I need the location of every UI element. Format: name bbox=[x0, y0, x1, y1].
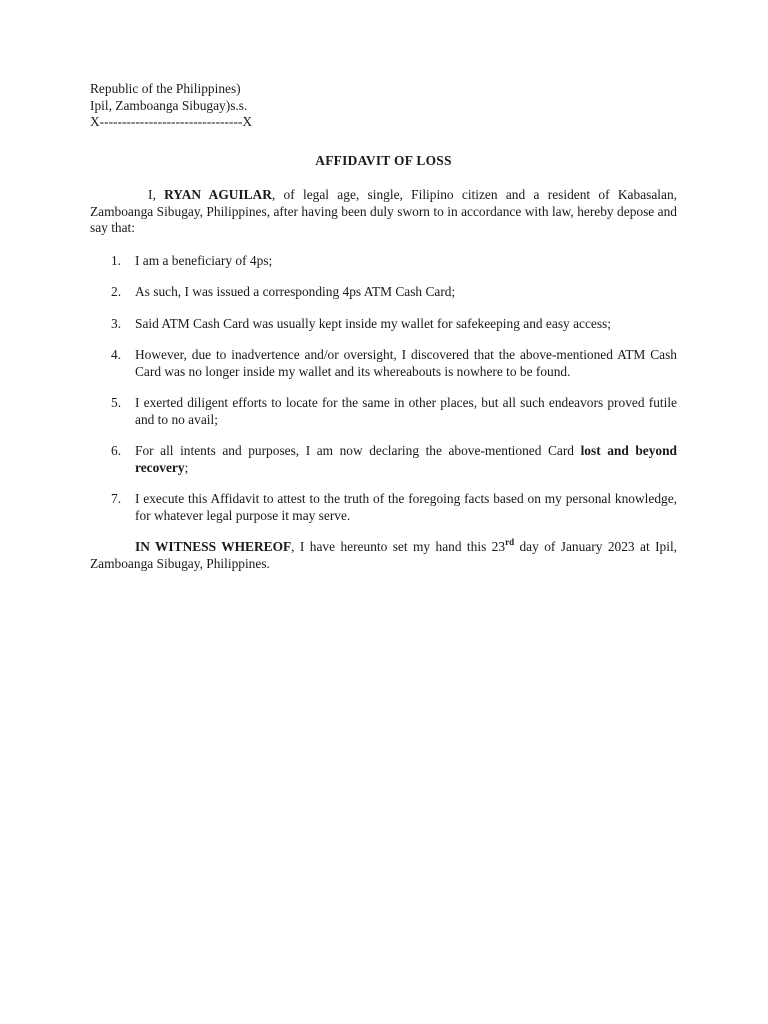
document-title: AFFIDAVIT OF LOSS bbox=[315, 152, 452, 168]
witness-text: , I have hereunto set my hand this 23 bbox=[291, 539, 506, 554]
witness-paragraph bbox=[90, 536, 678, 572]
item-number: 3. bbox=[111, 315, 122, 331]
venue-block bbox=[90, 81, 677, 131]
venue-separator: X--------------------------------X bbox=[90, 114, 253, 129]
item-text: For all intents and purposes, I am now declaring the above-mentioned Card bbox=[135, 443, 581, 458]
item-number: 6. bbox=[111, 443, 122, 458]
affidavit-document bbox=[90, 81, 677, 572]
item-number: 2. bbox=[111, 284, 122, 299]
witness-heading: IN WITNESS WHEREOF bbox=[135, 539, 292, 554]
item-number: 4. bbox=[111, 347, 122, 362]
list-item bbox=[90, 284, 677, 301]
date-ordinal: rd bbox=[505, 536, 515, 547]
item-text: I exerted diligent efforts to locate for the same in other places, but all such endeavors proved futile and to no avail; bbox=[135, 395, 677, 427]
intro-prefix: I, bbox=[148, 187, 165, 202]
item-suffix: ; bbox=[184, 459, 189, 475]
item-number: 1. bbox=[111, 252, 122, 268]
item-number: 5. bbox=[111, 395, 122, 410]
intro-text: , of legal age, single, Filipino citizen and a resident of Kabasalan, Zamboanga Sibugay, Philippines, after having been duly sworn to in accordance with law, hereby depose and say that: bbox=[90, 187, 677, 235]
witness-date-place: day of January 2023 at Ipil, Zamboanga Sibugay, Philippines. bbox=[90, 539, 678, 571]
list-item bbox=[90, 443, 677, 476]
item-text: As such, I was issued a corresponding 4ps ATM Cash Card; bbox=[135, 284, 456, 299]
statement-list bbox=[90, 253, 677, 525]
item-text: I execute this Affidavit to attest to the truth of the foregoing facts based on my personal knowledge, for whatever legal purpose it may serve. bbox=[135, 491, 677, 523]
item-text: Said ATM Cash Card was usually kept inside my wallet for safekeeping and easy access; bbox=[135, 315, 611, 331]
venue-country: Republic of the Philippines) bbox=[90, 81, 241, 96]
list-item bbox=[90, 347, 677, 380]
item-text: However, due to inadvertence and/or oversight, I discovered that the above-mentioned ATM Cash Card was no longer inside my wallet and its whereabouts is nowhere to be found. bbox=[135, 347, 677, 379]
item-number: 7. bbox=[111, 491, 122, 506]
item-text: I am a beneficiary of 4ps; bbox=[135, 252, 273, 268]
list-item bbox=[90, 491, 677, 524]
intro-paragraph bbox=[90, 187, 677, 237]
item-emphasis: lost and beyond recovery bbox=[135, 443, 678, 475]
affiant-name: RYAN AGUILAR bbox=[164, 187, 272, 202]
list-item bbox=[90, 253, 677, 270]
list-item bbox=[90, 316, 677, 333]
list-item bbox=[90, 395, 677, 428]
venue-city: Ipil, Zamboanga Sibugay)s.s. bbox=[90, 97, 248, 113]
